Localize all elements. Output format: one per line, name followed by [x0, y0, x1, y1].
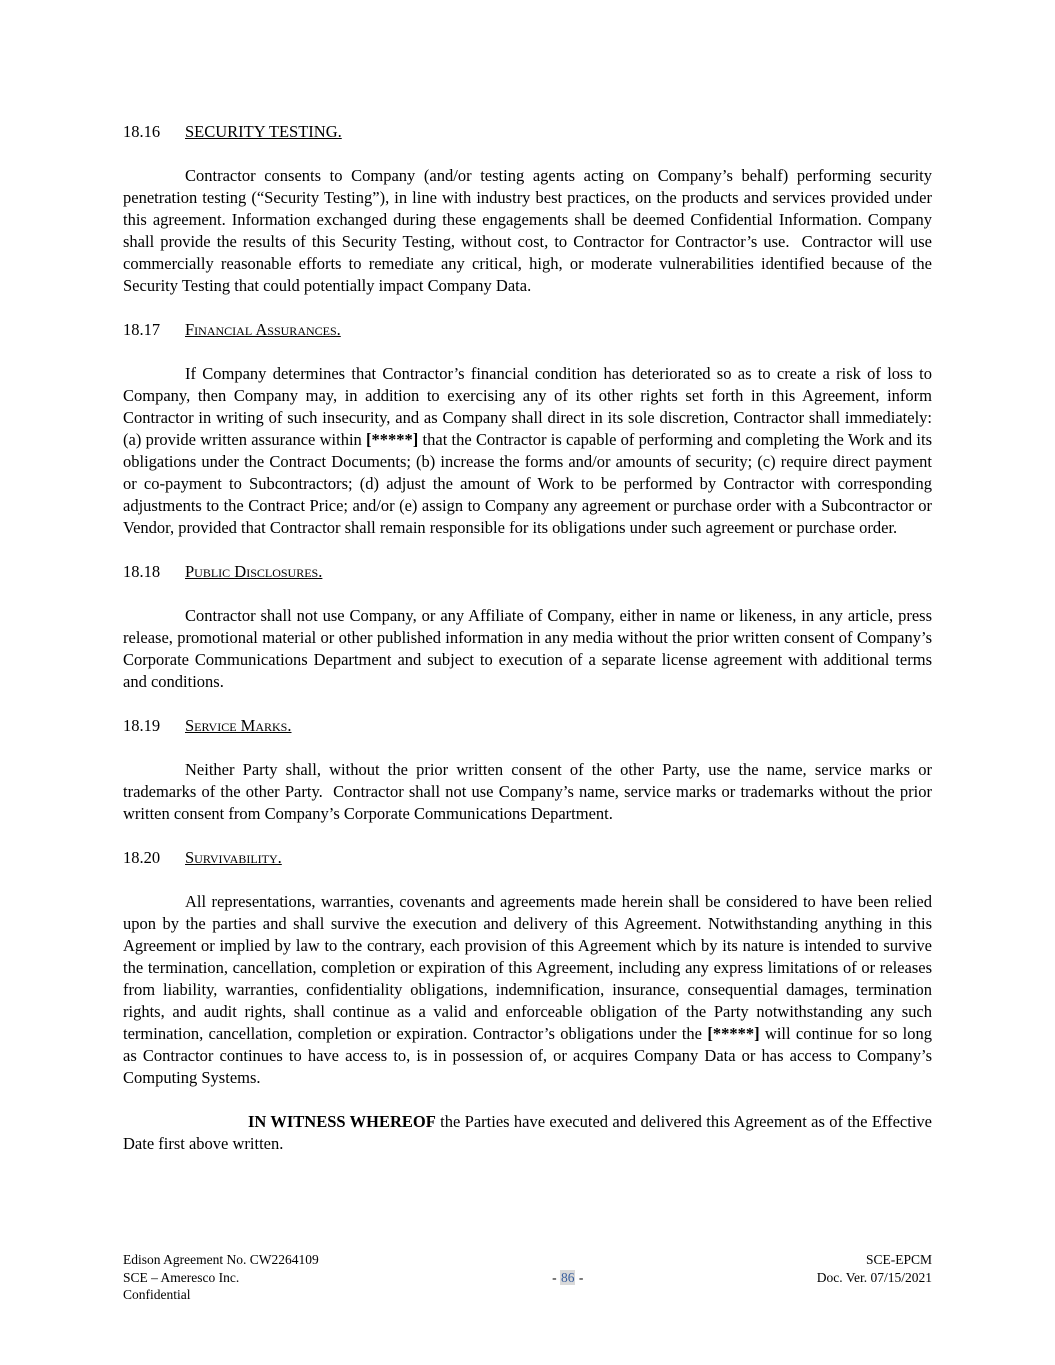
section-title: Financial Assurances. — [185, 320, 341, 339]
section-number: 18.19 — [123, 716, 161, 735]
section-paragraph — [123, 363, 937, 539]
section-18-18 — [123, 561, 937, 693]
witness-clause-lead: IN WITNESS WHEREOF — [248, 1112, 436, 1131]
footer-page-number — [552, 1251, 583, 1304]
paragraph-text: Neither Party shall, without the prior written consent of the other Party, use the name, service marks or trademarks of the other Party. Contractor shall not use Company’s name, service marks or trademarks without the prior written consent from Company’s Corporate Communications Department. — [123, 760, 937, 823]
section-18-17 — [123, 319, 937, 539]
section-18-19 — [123, 715, 937, 825]
paragraph-text: Contractor consents to Company (and/or testing agents acting on Company’s behalf) performing security penetration testing (“Security Testing”), in line with industry best practices, on the products and services provided under this agreement. Information exchanged during these engagements shall be deemed Confidential Information. Company shall provide the results of this Security Testing, without cost, to Contractor for Contractor’s use. Contractor will use commercially reasonable efforts to remediate any critical, high, or moderate vulnerabilities identified because of the Security Testing that could potentially impact Company Data. — [123, 166, 937, 295]
paragraph-text: If Company determines that Contractor’s financial condition has deteriorated so as to create a risk of loss to Company, then Company may, in addition to exercising any of its other rights set forth in this Agreement, inform Contractor in writing of such insecurity, and as Company shall direct in its sole discretion, Contractor shall immediately: (a) provide written assurance within — [123, 364, 937, 449]
paragraph-text: will continue for so long as Contractor continues to have access to, is in possession of, or acquires Company Data or has access to Company’s Computing Systems. — [123, 1024, 937, 1087]
section-number: 18.20 — [123, 848, 161, 867]
section-paragraph — [123, 165, 937, 297]
section-number: 18.17 — [123, 320, 161, 339]
footer-agreement-number: Edison Agreement No. CW2264109 — [123, 1252, 319, 1267]
page-number-prefix: - — [552, 1269, 560, 1285]
paragraph-text: All representations, warranties, covenants and agreements made herein shall be considered to have been relied upon by the parties and shall survive the execution and delivery of this Agreement. Notwithstanding anything in this Agreement or implied by law to the contrary, each provision of this Agreement which by its nature is intended to survive the termination, cancellation, completion or expiration of this Agreement, including any express limitations of or releases from liability, warranties, confidentiality obligations, indemnification, insurance, consequential damages, termination rights, and audit rights, shall continue as a valid and enforceable obligation of the Party notwithstanding any such termination, cancellation, completion or expiration. Contractor’s obligations under the — [123, 892, 937, 1043]
page-number-field: 86 — [560, 1269, 575, 1285]
section-heading — [123, 121, 932, 143]
section-number: 18.18 — [123, 562, 161, 581]
footer-right-block — [817, 1251, 932, 1304]
section-18-16 — [123, 121, 937, 297]
section-heading — [123, 319, 932, 341]
section-title: Service Marks. — [185, 716, 292, 735]
paragraph-text: that the Contractor is capable of performing and completing the Work and its obligations under the Contract Documents; (b) increase the forms and/or amounts of security; (c) require direct payment or co-payment to Subcontractors; (d) adjust the amount of Work to be performed by Contractor with corresponding adjustments to the Contract Price; and/or (e) assign to Company any agreement or purchase order with a Subcontractor or Vendor, provided that Contractor shall remain responsible for its obligations under such agreement or purchase order. — [123, 430, 937, 537]
footer-left-block — [123, 1251, 319, 1304]
section-heading — [123, 561, 932, 583]
section-paragraph — [123, 891, 937, 1089]
witness-clause-text: the Parties have executed and delivered this Agreement as of the Effective Date first above written. — [123, 1112, 937, 1153]
footer-doc-type: SCE-EPCM — [865, 1252, 932, 1267]
section-heading — [123, 715, 932, 737]
footer-confidential-label: Confidential — [123, 1287, 191, 1302]
redaction-placeholder: [*****] — [707, 1024, 760, 1043]
section-paragraph — [123, 759, 937, 825]
page-footer — [123, 1251, 932, 1304]
section-heading — [123, 847, 932, 869]
footer-parties: SCE – Ameresco Inc. — [123, 1269, 240, 1285]
witness-clause — [123, 1111, 937, 1155]
section-paragraph — [123, 605, 937, 693]
section-title: Survivability. — [185, 848, 282, 867]
page-number-suffix: - — [575, 1269, 584, 1285]
section-number: 18.16 — [123, 122, 161, 141]
redaction-placeholder: [*****] — [366, 430, 419, 449]
paragraph-text: Contractor shall not use Company, or any Affiliate of Company, either in name or likeness, in any article, press release, promotional material or other published information in any media without the prior written consent of Company’s Corporate Communications Department and subject to execution of a separate license agreement with additional terms and conditions. — [123, 606, 937, 691]
section-title: Public Disclosures. — [185, 562, 323, 581]
section-title: SECURITY TESTING. — [185, 122, 342, 141]
footer-doc-version: Doc. Ver. 07/15/2021 — [816, 1269, 932, 1285]
section-18-20 — [123, 847, 937, 1089]
